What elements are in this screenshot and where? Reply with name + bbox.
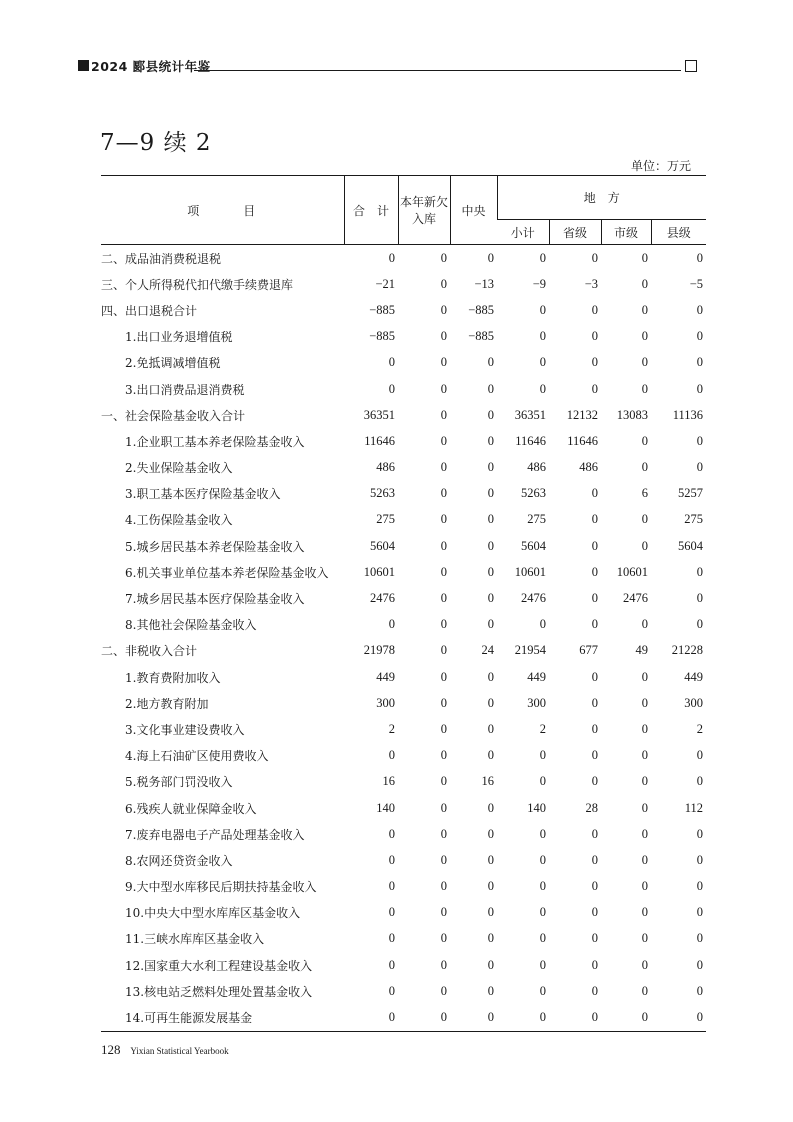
header-county: 县级 — [651, 220, 706, 245]
row-value: 0 — [591, 983, 598, 998]
row-value: 275 — [527, 512, 546, 527]
table-row — [101, 350, 706, 376]
table-row — [101, 952, 706, 978]
row-value: 0 — [440, 643, 447, 658]
row-value: 5604 — [521, 538, 546, 553]
row-value: 0 — [696, 774, 704, 789]
row-value: 0 — [591, 302, 598, 317]
row-value: 0 — [487, 486, 494, 501]
page-number: 128 — [101, 1042, 121, 1057]
row-value: 0 — [591, 329, 598, 344]
row-value: −21 — [375, 276, 395, 291]
header-province: 省级 — [549, 220, 601, 245]
row-value: 0 — [440, 774, 447, 789]
table-row — [101, 585, 706, 611]
row-label: 2.失业保险基金收入 — [125, 461, 233, 476]
header-local: 地 方 — [497, 176, 706, 220]
row-value: 0 — [487, 879, 494, 894]
row-value: 0 — [487, 983, 494, 998]
row-value: 36351 — [363, 407, 395, 422]
table-row — [101, 376, 706, 402]
row-value: 0 — [696, 564, 704, 579]
row-label: 2.免抵调减增值税 — [125, 356, 221, 371]
row-value: 0 — [539, 302, 546, 317]
table-row — [101, 297, 706, 323]
row-value: 0 — [487, 931, 494, 946]
row-value: 13083 — [616, 407, 648, 422]
row-value: 0 — [388, 250, 395, 265]
row-value: 0 — [641, 879, 648, 894]
row-value: 0 — [388, 617, 395, 632]
row-value: 0 — [487, 355, 494, 370]
row-label: 4.工伤保险基金收入 — [125, 513, 233, 528]
row-value: 0 — [591, 250, 598, 265]
row-label: 9.大中型水库移民后期扶持基金收入 — [125, 880, 317, 895]
row-value: 0 — [440, 879, 447, 894]
table-row — [101, 428, 706, 454]
row-label: 1.出口业务退增值税 — [125, 330, 233, 345]
row-label: 1.企业职工基本养老保险基金收入 — [125, 434, 305, 449]
row-value: 0 — [641, 748, 648, 763]
row-value: 0 — [440, 695, 447, 710]
row-value: 0 — [641, 381, 648, 396]
row-value: 0 — [539, 852, 546, 867]
row-value: 140 — [376, 800, 395, 815]
row-value: −13 — [474, 276, 494, 291]
row-value: 0 — [539, 879, 546, 894]
row-value: 11136 — [672, 407, 704, 422]
row-label: 一、社会保险基金收入合计 — [101, 408, 246, 423]
table-row — [101, 402, 706, 428]
row-label: 3.文化事业建设费收入 — [125, 722, 245, 737]
row-value: 0 — [440, 407, 447, 422]
table-row — [101, 271, 706, 297]
row-value: 0 — [539, 826, 546, 841]
row-value: 0 — [440, 826, 447, 841]
table-header — [101, 176, 706, 245]
row-value: 0 — [388, 748, 395, 763]
table-number-title: 7—9 续 2 — [100, 130, 212, 156]
row-value: 0 — [591, 512, 598, 527]
header-rule — [194, 70, 681, 71]
row-value: 5604 — [678, 538, 704, 553]
table-row — [101, 926, 706, 952]
row-value: −885 — [468, 302, 494, 317]
row-value: 0 — [487, 250, 494, 265]
row-value: 0 — [641, 250, 648, 265]
row-value: 5257 — [678, 486, 704, 501]
row-value: 0 — [539, 355, 546, 370]
table-row — [101, 847, 706, 873]
row-value: 0 — [440, 302, 447, 317]
row-value: 0 — [696, 381, 704, 396]
row-value: 0 — [696, 826, 704, 841]
publication-name: Yixian Statistical Yearbook — [130, 1046, 229, 1056]
row-value: 0 — [487, 460, 494, 475]
row-label: 6.机关事业单位基本养老保险基金收入 — [125, 565, 329, 580]
table-row — [101, 324, 706, 350]
row-value: 0 — [487, 433, 494, 448]
row-value: 21978 — [363, 643, 395, 658]
table-body — [101, 245, 706, 1032]
row-value: 0 — [591, 538, 598, 553]
row-value: 0 — [487, 800, 494, 815]
page-footer — [101, 1042, 229, 1058]
row-value: 275 — [684, 512, 704, 527]
row-value: 0 — [539, 617, 546, 632]
row-value: 486 — [527, 460, 546, 475]
row-value: 0 — [440, 957, 447, 972]
row-label: 1.教育费附加收入 — [125, 670, 221, 685]
row-label: 8.其他社会保险基金收入 — [125, 618, 257, 633]
row-value: 0 — [696, 905, 704, 920]
row-value: 0 — [487, 617, 494, 632]
row-label: 二、非税收入合计 — [101, 644, 198, 659]
row-value: 11646 — [515, 433, 546, 448]
row-value: 0 — [440, 905, 447, 920]
row-value: 0 — [344, 1004, 398, 1031]
row-value: 0 — [487, 826, 494, 841]
row-label: 11.三峡水库库区基金收入 — [125, 932, 265, 947]
row-value: 0 — [601, 1004, 651, 1031]
yearbook-title: 2024 郾县统计年鉴 — [91, 59, 211, 74]
row-value: 0 — [388, 983, 395, 998]
row-value: 0 — [641, 276, 648, 291]
row-value: 21228 — [671, 643, 704, 658]
row-value: 0 — [641, 721, 648, 736]
row-value: 300 — [376, 695, 395, 710]
row-value: 11646 — [364, 433, 395, 448]
row-value: 0 — [641, 433, 648, 448]
row-value: 11646 — [567, 433, 598, 448]
row-label: 8.农网还贷资金收入 — [125, 853, 233, 868]
row-value: 0 — [591, 721, 598, 736]
row-value: 0 — [487, 564, 494, 579]
row-value: 0 — [539, 983, 546, 998]
square-outline-icon — [685, 60, 697, 72]
row-value: 0 — [696, 433, 704, 448]
row-value: 16 — [382, 774, 395, 789]
table-row — [101, 821, 706, 847]
row-label: 14.可再生能源发展基金 — [101, 1004, 344, 1031]
row-value: 0 — [539, 250, 546, 265]
row-value: 0 — [539, 381, 546, 396]
row-value: 24 — [481, 643, 494, 658]
row-value: 0 — [591, 695, 598, 710]
row-value: −885 — [468, 329, 494, 344]
row-value: 0 — [591, 617, 598, 632]
row-value: 0 — [549, 1004, 601, 1031]
row-value: 0 — [487, 957, 494, 972]
row-value: 5263 — [370, 486, 395, 501]
square-bullet-icon — [78, 60, 89, 71]
header-arrears: 本年新欠入库 — [398, 176, 450, 245]
row-value: 0 — [388, 355, 395, 370]
row-value: 0 — [591, 826, 598, 841]
row-value: 0 — [591, 774, 598, 789]
row-value: 0 — [696, 329, 704, 344]
row-label: 7.城乡居民基本医疗保险基金收入 — [125, 592, 305, 607]
table-row — [101, 245, 706, 272]
row-value: 0 — [591, 564, 598, 579]
row-value: 449 — [376, 669, 395, 684]
row-value: 0 — [696, 250, 704, 265]
row-label: 四、出口退税合计 — [101, 303, 198, 318]
row-value: 0 — [388, 381, 395, 396]
row-value: 112 — [684, 800, 704, 815]
row-value: 0 — [487, 748, 494, 763]
row-value: 2 — [539, 721, 546, 736]
row-value: 0 — [388, 957, 395, 972]
row-value: 0 — [641, 669, 648, 684]
row-value: 0 — [487, 695, 494, 710]
row-value: 0 — [487, 669, 494, 684]
row-label: 3.职工基本医疗保险基金收入 — [125, 487, 281, 502]
row-value: 0 — [591, 879, 598, 894]
table-row — [101, 559, 706, 585]
table-row — [101, 1004, 706, 1031]
row-label: 2.地方教育附加 — [125, 696, 209, 711]
table-row — [101, 638, 706, 664]
row-value: 2 — [696, 721, 704, 736]
table-row — [101, 455, 706, 481]
row-value: 0 — [641, 460, 648, 475]
row-value: 275 — [376, 512, 395, 527]
row-value: 0 — [696, 879, 704, 894]
row-value: 0 — [440, 931, 447, 946]
page-header — [78, 56, 697, 76]
row-value: −885 — [369, 302, 395, 317]
row-value: 0 — [641, 512, 648, 527]
row-value: 6 — [641, 486, 648, 501]
row-value: 0 — [440, 276, 447, 291]
row-value: 0 — [641, 695, 648, 710]
row-value: 0 — [539, 931, 546, 946]
row-value: 0 — [641, 800, 648, 815]
row-value: 0 — [440, 852, 447, 867]
row-value: 0 — [696, 852, 704, 867]
row-value: 0 — [539, 957, 546, 972]
row-value: 36351 — [514, 407, 546, 422]
row-value: 0 — [440, 250, 447, 265]
row-value: 0 — [440, 564, 447, 579]
row-value: −5 — [689, 276, 704, 291]
row-value: 10601 — [616, 564, 648, 579]
row-value: 0 — [440, 669, 447, 684]
row-value: 0 — [487, 905, 494, 920]
row-value: 0 — [651, 1004, 706, 1031]
row-value: 0 — [591, 852, 598, 867]
row-value: 0 — [487, 591, 494, 606]
row-value: 0 — [388, 852, 395, 867]
row-label: 13.核电站乏燃料处理处置基金收入 — [125, 984, 313, 999]
row-value: 0 — [539, 774, 546, 789]
row-value: 0 — [440, 800, 447, 815]
row-value: 0 — [487, 407, 494, 422]
row-value: 0 — [440, 460, 447, 475]
row-value: 0 — [696, 355, 704, 370]
row-value: 0 — [440, 512, 447, 527]
row-value: 0 — [440, 355, 447, 370]
row-value: 0 — [591, 486, 598, 501]
row-value: 0 — [440, 329, 447, 344]
header-item: 项 目 — [101, 176, 344, 245]
row-value: 0 — [696, 460, 704, 475]
row-label: 三、个人所得税代扣代缴手续费退库 — [101, 277, 294, 292]
row-label: 12.国家重大水利工程建设基金收入 — [125, 958, 313, 973]
row-value: 0 — [388, 931, 395, 946]
row-value: 0 — [641, 826, 648, 841]
revenue-table — [101, 175, 706, 1032]
row-value: 0 — [696, 302, 704, 317]
row-value: 12132 — [566, 407, 598, 422]
row-label: 3.出口消费品退消费税 — [125, 382, 245, 397]
row-value: 300 — [684, 695, 704, 710]
row-value: 0 — [641, 355, 648, 370]
row-value: 0 — [696, 983, 704, 998]
header-total: 合 计 — [344, 176, 398, 245]
table-row — [101, 690, 706, 716]
row-value: 10601 — [363, 564, 395, 579]
table-row — [101, 900, 706, 926]
row-value: 0 — [440, 486, 447, 501]
row-label: 5.城乡居民基本养老保险基金收入 — [125, 539, 305, 554]
table-row — [101, 507, 706, 533]
table-row — [101, 874, 706, 900]
row-value: 0 — [440, 617, 447, 632]
row-value: 0 — [591, 591, 598, 606]
row-value: 0 — [440, 983, 447, 998]
row-value: 140 — [527, 800, 546, 815]
header-central: 中央 — [450, 176, 497, 245]
row-value: 0 — [450, 1004, 497, 1031]
row-value: 0 — [641, 617, 648, 632]
row-value: 0 — [591, 957, 598, 972]
header-subtotal: 小计 — [497, 220, 549, 245]
row-value: 49 — [635, 643, 648, 658]
row-value: 0 — [487, 721, 494, 736]
row-value: 0 — [641, 852, 648, 867]
table-row — [101, 978, 706, 1004]
row-value: 0 — [641, 905, 648, 920]
row-value: 0 — [388, 879, 395, 894]
row-value: 0 — [591, 931, 598, 946]
row-label: 二、成品油消费税退税 — [101, 251, 222, 266]
row-label: 10.中央大中型水库库区基金收入 — [125, 906, 301, 921]
row-value: 16 — [481, 774, 494, 789]
row-value: 2476 — [623, 591, 648, 606]
row-value: 0 — [440, 381, 447, 396]
row-value: 0 — [641, 931, 648, 946]
row-label: 7.废弃电器电子产品处理基金收入 — [125, 827, 305, 842]
row-value: 0 — [539, 905, 546, 920]
row-value: 300 — [527, 695, 546, 710]
row-value: 2 — [388, 721, 395, 736]
row-value: 0 — [696, 931, 704, 946]
row-value: 0 — [440, 748, 447, 763]
row-value: −3 — [584, 276, 598, 291]
row-value: 0 — [641, 302, 648, 317]
table-row — [101, 481, 706, 507]
row-value: 0 — [591, 669, 598, 684]
table-row — [101, 533, 706, 559]
row-value: −9 — [532, 276, 546, 291]
row-value: 28 — [585, 800, 598, 815]
row-value: 0 — [497, 1004, 549, 1031]
row-value: 0 — [388, 905, 395, 920]
row-value: 0 — [696, 591, 704, 606]
row-value: 0 — [487, 381, 494, 396]
row-value: 0 — [591, 381, 598, 396]
row-label: 5.税务部门罚没收入 — [125, 775, 233, 790]
row-value: 449 — [527, 669, 546, 684]
row-value: 21954 — [514, 643, 546, 658]
header-city: 市级 — [601, 220, 651, 245]
row-value: 0 — [641, 774, 648, 789]
row-value: 5263 — [521, 486, 546, 501]
table-row — [101, 769, 706, 795]
row-value: 0 — [388, 826, 395, 841]
row-value: 5604 — [370, 538, 395, 553]
row-label: 4.海上石油矿区使用费收入 — [125, 749, 269, 764]
row-value: 0 — [440, 591, 447, 606]
row-value: 0 — [641, 957, 648, 972]
row-value: 0 — [591, 905, 598, 920]
row-value: 0 — [487, 538, 494, 553]
row-value: 0 — [591, 748, 598, 763]
table-row — [101, 795, 706, 821]
row-value: 0 — [487, 852, 494, 867]
row-value: 0 — [641, 329, 648, 344]
row-value: 0 — [696, 617, 704, 632]
row-value: 10601 — [514, 564, 546, 579]
table-row — [101, 743, 706, 769]
table-row — [101, 716, 706, 742]
row-value: 0 — [440, 538, 447, 553]
row-value: 0 — [539, 329, 546, 344]
row-value: 486 — [579, 460, 598, 475]
row-value: 0 — [487, 512, 494, 527]
row-value: 2476 — [370, 591, 395, 606]
table-row — [101, 664, 706, 690]
row-value: 486 — [376, 460, 395, 475]
row-value: 0 — [440, 433, 447, 448]
row-value: 0 — [440, 721, 447, 736]
row-value: 0 — [641, 983, 648, 998]
row-value: 0 — [591, 355, 598, 370]
row-value: 0 — [696, 957, 704, 972]
row-value: 0 — [641, 538, 648, 553]
row-value: 0 — [539, 748, 546, 763]
row-value: 2476 — [521, 591, 546, 606]
row-value: 0 — [398, 1004, 450, 1031]
row-value: 0 — [696, 748, 704, 763]
unit-label: 单位：万元 — [630, 159, 691, 173]
row-value: 677 — [579, 643, 598, 658]
table-row — [101, 612, 706, 638]
row-value: 449 — [684, 669, 704, 684]
row-label: 6.残疾人就业保障金收入 — [125, 801, 257, 816]
row-value: −885 — [369, 329, 395, 344]
